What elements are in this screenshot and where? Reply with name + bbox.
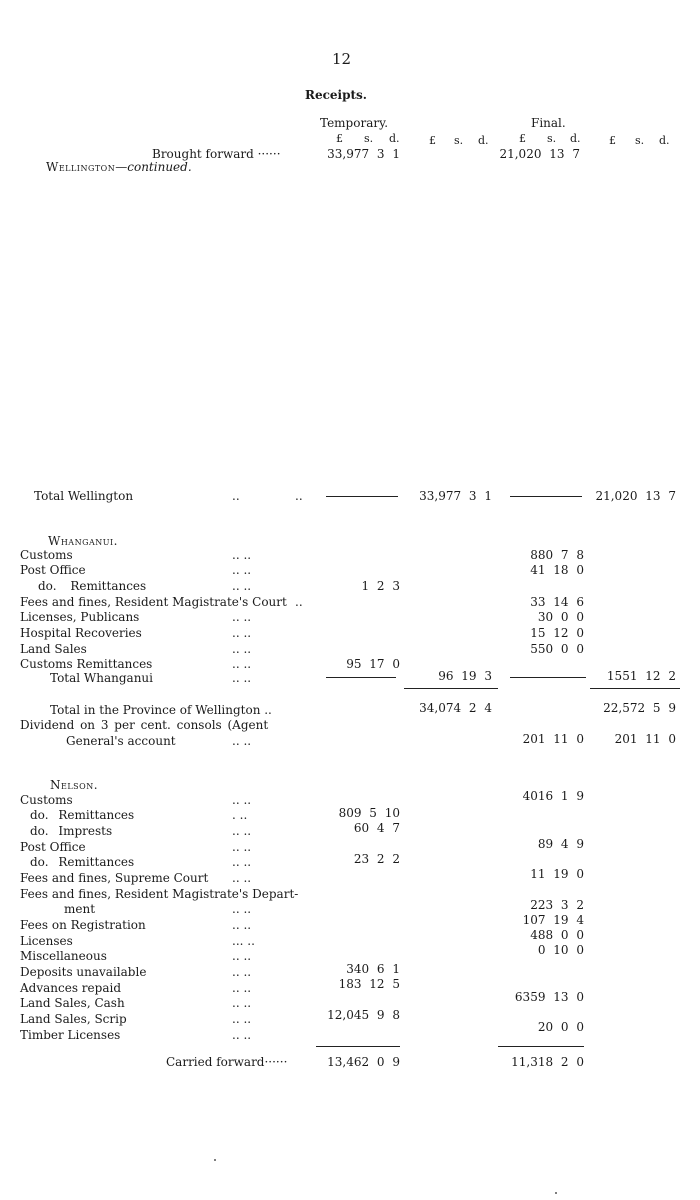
nelson-row-label: Fees and fines, Supreme Court xyxy=(20,871,209,885)
nelson-row-label: Timber Licenses xyxy=(20,1028,121,1042)
total-whanganui-final-dash xyxy=(510,677,586,678)
nelson-row-leader: .. .. xyxy=(232,996,252,1010)
nelson-row-label: do. Imprests xyxy=(30,824,113,838)
province-total-temporary: 34,074 2 4 xyxy=(419,701,492,715)
total-whanganui-temp-dash xyxy=(326,677,396,678)
nelson-row-leader: .. .. xyxy=(232,949,252,963)
province-total-final: 22,572 5 9 xyxy=(603,701,676,715)
nelson-row-leader: .. .. xyxy=(232,824,252,838)
wellington-heading xyxy=(46,161,192,173)
dividend-leader: .. .. xyxy=(232,734,252,748)
nelson-row-temporary: 809 5 10 xyxy=(338,806,400,820)
carried-forward-rule-final xyxy=(498,1046,584,1047)
whanganui-row-final: 15 12 0 xyxy=(530,626,584,640)
whanganui-row-leader: .. .. xyxy=(232,548,252,562)
unit-pence-final-total: d. xyxy=(659,134,670,147)
nelson-row-leader: .. .. xyxy=(232,1028,252,1042)
whanganui-row-leader: .. .. xyxy=(232,563,252,577)
unit-pound-temp-total: £ xyxy=(429,134,436,147)
nelson-row-leader: .. .. xyxy=(232,981,252,995)
whanganui-row-final: 33 14 6 xyxy=(530,595,584,609)
unit-shilling-temp: s. xyxy=(364,132,374,145)
dividend-line-1: Dividend on 3 per cent. consols (Agent xyxy=(20,718,269,732)
whanganui-row-temporary: 95 17 0 xyxy=(346,657,400,671)
nelson-row-leader: . .. xyxy=(232,808,248,822)
whanganui-row-label: Post Office xyxy=(20,563,86,577)
whanganui-row-final: 30 0 0 xyxy=(537,610,584,624)
whanganui-row-label: Licenses, Publicans xyxy=(20,610,140,624)
nelson-row-final: 107 19 4 xyxy=(522,913,584,927)
nelson-row-final: 89 4 9 xyxy=(537,837,584,851)
nelson-row-final: 11 19 0 xyxy=(530,867,584,881)
unit-pence-final: d. xyxy=(570,132,581,145)
total-wellington-label: Total Wellington xyxy=(34,489,134,503)
carried-forward-rule-temp xyxy=(316,1046,400,1047)
wellington-heading-name: Wellington xyxy=(46,160,116,174)
nelson-row-temporary: 12,045 9 8 xyxy=(327,1008,400,1022)
nelson-row-leader: .. .. xyxy=(232,902,252,916)
nelson-row-label: Advances repaid xyxy=(20,981,121,995)
nelson-row-leader: .. .. xyxy=(232,965,252,979)
whanganui-row-leader: .. xyxy=(295,595,303,609)
nelson-row-label: Fees and fines, Resident Magistrate's Depart- xyxy=(20,887,299,901)
nelson-row-label: ment xyxy=(64,902,96,916)
nelson-row-temporary: 23 2 2 xyxy=(353,852,400,866)
whanganui-row-label: Fees and fines, Resident Magistrate's Court xyxy=(20,595,287,609)
dividend-line-2: General's account xyxy=(66,734,176,748)
unit-shilling-final-total: s. xyxy=(635,134,645,147)
nelson-row-temporary: 60 4 7 xyxy=(353,821,400,835)
header-temporary: Temporary. xyxy=(320,116,389,130)
total-whanganui-leader: .. .. xyxy=(232,671,252,685)
whanganui-row-leader: .. .. xyxy=(232,657,252,671)
nelson-row-leader: ... .. xyxy=(232,934,255,948)
carried-forward-temporary: 13,462 0 9 xyxy=(327,1055,400,1069)
unit-pound-final-total: £ xyxy=(609,134,616,147)
nelson-row-label: Deposits unavailable xyxy=(20,965,147,979)
nelson-row-leader: .. .. xyxy=(232,840,252,854)
nelson-row-final: 488 0 0 xyxy=(530,928,584,942)
nelson-row-leader: .. .. xyxy=(232,918,252,932)
unit-shilling-final: s. xyxy=(547,132,557,145)
nelson-row-label: Land Sales, Scrip xyxy=(20,1012,127,1026)
page-number: 12 xyxy=(332,50,352,68)
whanganui-row-label: Hospital Recoveries xyxy=(20,626,142,640)
unit-pound-final: £ xyxy=(519,132,526,145)
nelson-row-label: do. Remittances xyxy=(30,855,135,869)
scan-speck xyxy=(555,1192,557,1194)
whanganui-row-label: Customs xyxy=(20,548,73,562)
whanganui-row-leader: .. .. xyxy=(232,626,252,640)
carried-forward-final: 11,318 2 0 xyxy=(511,1055,584,1069)
province-rule-temp xyxy=(404,688,498,689)
scan-speck xyxy=(214,1159,216,1161)
nelson-row-label: Miscellaneous xyxy=(20,949,107,963)
whanganui-row-temporary: 1 2 3 xyxy=(361,579,400,593)
whanganui-row-label: Customs Remittances xyxy=(20,657,153,671)
brought-forward-temporary: 33,977 3 1 xyxy=(327,147,400,161)
nelson-row-final: 223 3 2 xyxy=(530,898,584,912)
province-rule-final xyxy=(590,688,680,689)
dividend-final-b: 201 11 0 xyxy=(614,732,676,746)
page-title: Receipts. xyxy=(305,88,367,102)
total-wellington-final-dash xyxy=(510,496,582,497)
nelson-row-label: Land Sales, Cash xyxy=(20,996,125,1010)
total-wellington-final: 21,020 13 7 xyxy=(595,489,676,503)
total-whanganui-temporary: 96 19 3 xyxy=(438,669,492,683)
nelson-row-final: 4016 1 9 xyxy=(522,789,584,803)
whanganui-row-final: 41 18 0 xyxy=(530,563,584,577)
whanganui-row-leader: .. .. xyxy=(232,610,252,624)
unit-shilling-temp-total: s. xyxy=(454,134,464,147)
brought-forward-final: 21,020 13 7 xyxy=(499,147,580,161)
wellington-heading-continued: —continued. xyxy=(115,160,192,174)
carried-forward-label: Carried forward······ xyxy=(166,1055,288,1069)
nelson-row-label: Customs xyxy=(20,793,73,807)
brought-forward-label: Brought forward ······ xyxy=(152,147,281,161)
unit-pound-temp: £ xyxy=(336,132,343,145)
whanganui-heading: Whanganui. xyxy=(48,534,118,548)
nelson-heading: Nelson. xyxy=(50,778,99,792)
nelson-row-leader: .. .. xyxy=(232,871,252,885)
nelson-row-final: 20 0 0 xyxy=(537,1020,584,1034)
nelson-row-temporary: 340 6 1 xyxy=(346,962,400,976)
total-whanganui-final: 1551 12 2 xyxy=(606,669,676,683)
nelson-row-final: 6359 13 0 xyxy=(514,990,584,1004)
unit-pence-temp: d. xyxy=(389,132,400,145)
nelson-row-label: Licenses xyxy=(20,934,73,948)
nelson-row-leader: .. .. xyxy=(232,793,252,807)
dividend-final-a: 201 11 0 xyxy=(522,732,584,746)
nelson-row-label: Fees on Registration xyxy=(20,918,146,932)
whanganui-row-leader: .. .. xyxy=(232,642,252,656)
total-wellington-leader-2: .. xyxy=(295,489,303,503)
nelson-row-label: Post Office xyxy=(20,840,86,854)
total-whanganui-label: Total Whanganui xyxy=(50,671,154,685)
total-wellington-temporary: 33,977 3 1 xyxy=(419,489,492,503)
total-wellington-temp-dash xyxy=(326,496,398,497)
whanganui-row-leader: .. .. xyxy=(232,579,252,593)
unit-pence-temp-total: d. xyxy=(478,134,489,147)
nelson-row-final: 0 10 0 xyxy=(537,943,584,957)
whanganui-row-label: do. Remittances xyxy=(38,579,147,593)
header-final: Final. xyxy=(531,116,566,130)
whanganui-row-final: 550 0 0 xyxy=(530,642,584,656)
total-wellington-leader: .. xyxy=(232,489,240,503)
nelson-row-label: do. Remittances xyxy=(30,808,135,822)
nelson-row-leader: .. .. xyxy=(232,855,252,869)
province-total-label: Total in the Province of Wellington .. xyxy=(50,703,272,717)
nelson-row-leader: .. .. xyxy=(232,1012,252,1026)
whanganui-row-final: 880 7 8 xyxy=(530,548,584,562)
nelson-row-temporary: 183 12 5 xyxy=(338,977,400,991)
whanganui-row-label: Land Sales xyxy=(20,642,87,656)
